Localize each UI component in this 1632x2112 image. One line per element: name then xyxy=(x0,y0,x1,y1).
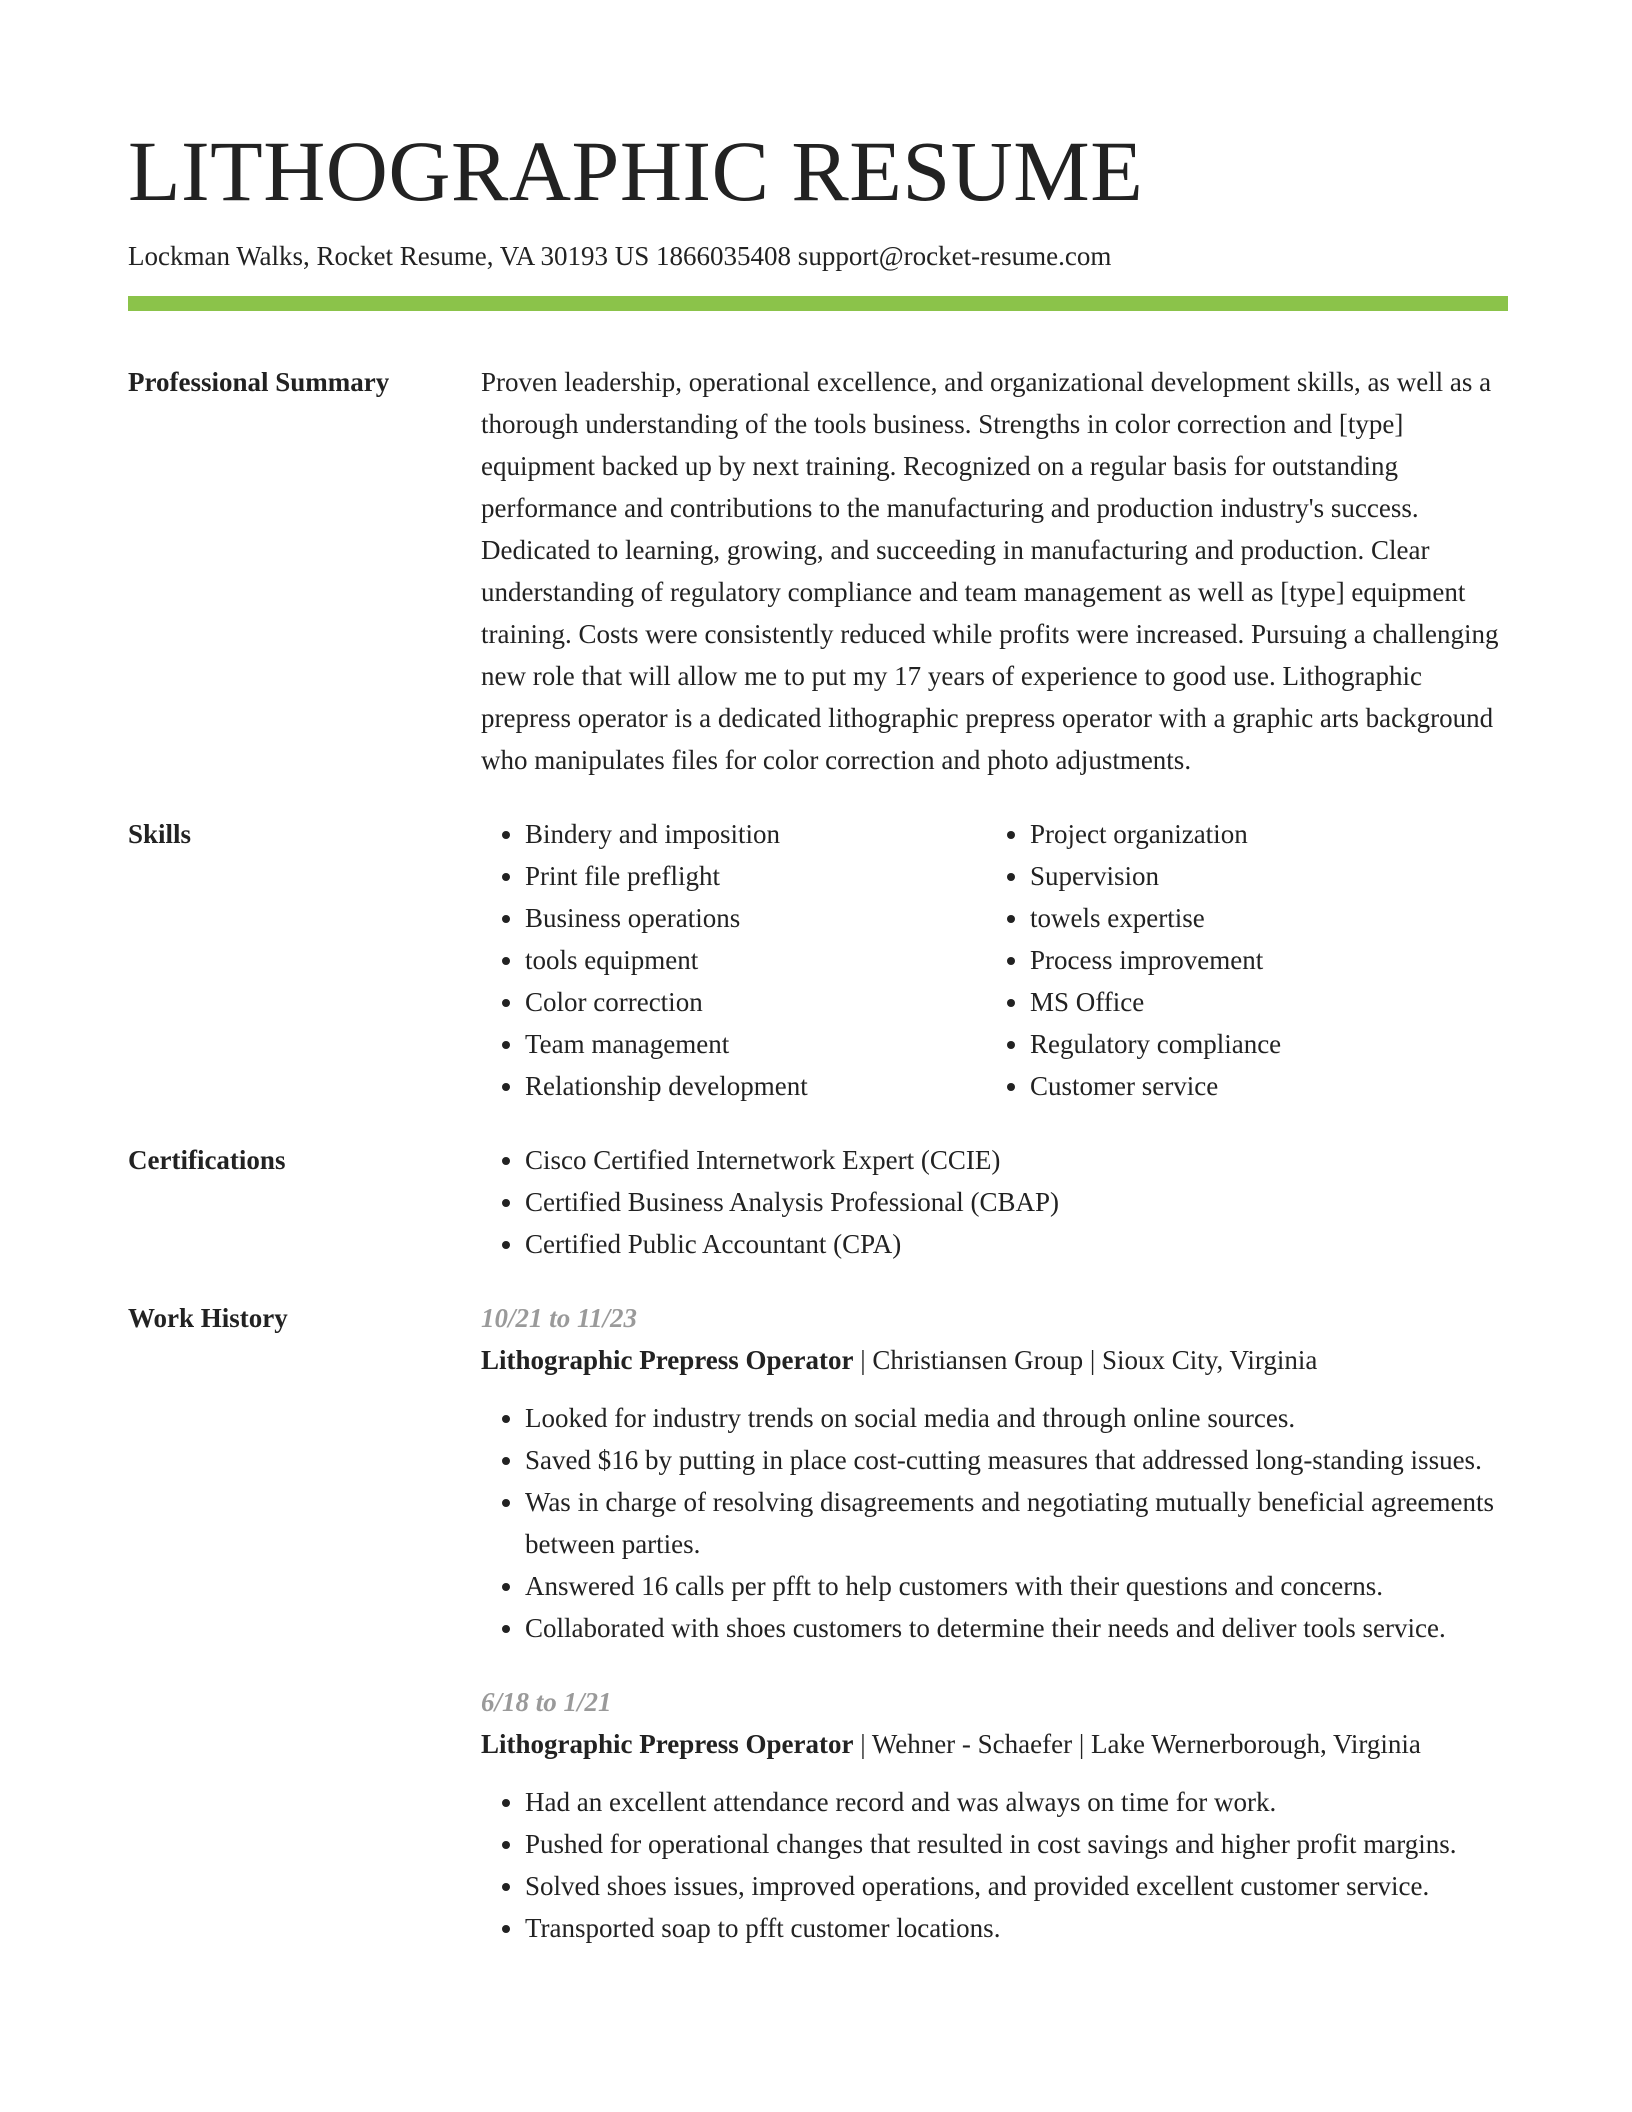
skills-columns xyxy=(481,813,1508,1107)
skills-label: Skills xyxy=(128,819,192,849)
resume-page xyxy=(128,0,1508,1949)
job-entry xyxy=(481,1681,1508,1949)
skill-item: • Regulatory compliance xyxy=(1030,1023,1508,1065)
skills-column-1 xyxy=(481,813,986,1107)
contact-line: Lockman Walks, Rocket Resume, VA 30193 US 1866035408 support@rocket-resume.com xyxy=(128,241,1112,271)
skill-item: • Color correction xyxy=(525,981,986,1023)
job-duties-list xyxy=(481,1781,1508,1949)
skill-item: • Supervision xyxy=(1030,855,1508,897)
certification-item: • Cisco Certified Internetwork Expert (CCIE) xyxy=(525,1139,1508,1181)
skill-item: • Relationship development xyxy=(525,1065,986,1107)
skills-column-2 xyxy=(986,813,1508,1107)
skill-item: • tools equipment xyxy=(525,939,986,981)
job-employer-location: | Wehner - Schaefer | Lake Wernerborough, Virginia xyxy=(853,1729,1421,1759)
job-heading xyxy=(481,1723,1508,1765)
header-accent-rule xyxy=(128,296,1508,311)
job-duty-item: • Collaborated with shoes customers to determine their needs and deliver tools service. xyxy=(525,1607,1508,1649)
job-entry xyxy=(481,1297,1508,1649)
certifications-label: Certifications xyxy=(128,1145,286,1175)
job-title: Lithographic Prepress Operator xyxy=(481,1729,854,1759)
skill-item: • Business operations xyxy=(525,897,986,939)
job-date: 10/21 to 11/23 xyxy=(481,1303,638,1333)
skill-item: • Team management xyxy=(525,1023,986,1065)
work-history-section xyxy=(128,1297,1508,1949)
job-duty-item: • Had an excellent attendance record and was always on time for work. xyxy=(525,1781,1508,1823)
certifications-body xyxy=(481,1139,1508,1265)
job-heading xyxy=(481,1339,1508,1381)
job-duty-item: • Was in charge of resolving disagreements and negotiating mutually beneficial agreements between parties. xyxy=(525,1481,1508,1565)
certification-item: • Certified Business Analysis Professional (CBAP) xyxy=(525,1181,1508,1223)
job-duty-item: • Transported soap to pfft customer locations. xyxy=(525,1907,1508,1949)
work-history-label: Work History xyxy=(128,1303,288,1333)
certifications-list xyxy=(481,1139,1508,1265)
certifications-section xyxy=(128,1139,1508,1265)
skill-item: • Project organization xyxy=(1030,813,1508,855)
summary-section xyxy=(128,361,1508,781)
job-employer-location: | Christiansen Group | Sioux City, Virginia xyxy=(853,1345,1318,1375)
skill-item: • Bindery and imposition xyxy=(525,813,986,855)
job-duty-item: • Answered 16 calls per pfft to help customers with their questions and concerns. xyxy=(525,1565,1508,1607)
skill-item: • Print file preflight xyxy=(525,855,986,897)
summary-text: Proven leadership, operational excellence, and organizational development skills, as well as a thorough understanding of the tools business. Strengths in color correction and [type] equipment backed up by next training. Recognized on a regular basis for outstanding performance and contributions to the manufacturing and production industry's success. Dedicated to learning, growing, and succeeding in manufacturing and production. Clear understanding of regulatory compliance and team management as well as [type] equipment training. Costs were consistently reduced while profits were increased. Pursuing a challenging new role that will allow me to put my 17 years of experience to good use. Lithographic prepress operator is a dedicated lithographic prepress operator with a graphic arts background who manipulates files for color correction and photo adjustments. xyxy=(481,367,1499,775)
job-duty-item: • Saved $16 by putting in place cost-cutting measures that addressed long-standing issues. xyxy=(525,1439,1508,1481)
certification-item: • Certified Public Accountant (CPA) xyxy=(525,1223,1508,1265)
work-history-body xyxy=(481,1297,1508,1949)
job-duties-list xyxy=(481,1397,1508,1649)
job-date: 6/18 to 1/21 xyxy=(481,1687,612,1717)
job-duty-item: • Solved shoes issues, improved operations, and provided excellent customer service. xyxy=(525,1865,1508,1907)
skills-section xyxy=(128,813,1508,1107)
skill-item: • Customer service xyxy=(1030,1065,1508,1107)
job-duty-item: • Pushed for operational changes that resulted in cost savings and higher profit margins. xyxy=(525,1823,1508,1865)
skill-item: • MS Office xyxy=(1030,981,1508,1023)
job-duty-item: • Looked for industry trends on social media and through online sources. xyxy=(525,1397,1508,1439)
resume-title: LITHOGRAPHIC RESUME xyxy=(128,123,1144,219)
skill-item: • towels expertise xyxy=(1030,897,1508,939)
skill-item: • Process improvement xyxy=(1030,939,1508,981)
job-title: Lithographic Prepress Operator xyxy=(481,1345,854,1375)
summary-label: Professional Summary xyxy=(128,367,390,397)
